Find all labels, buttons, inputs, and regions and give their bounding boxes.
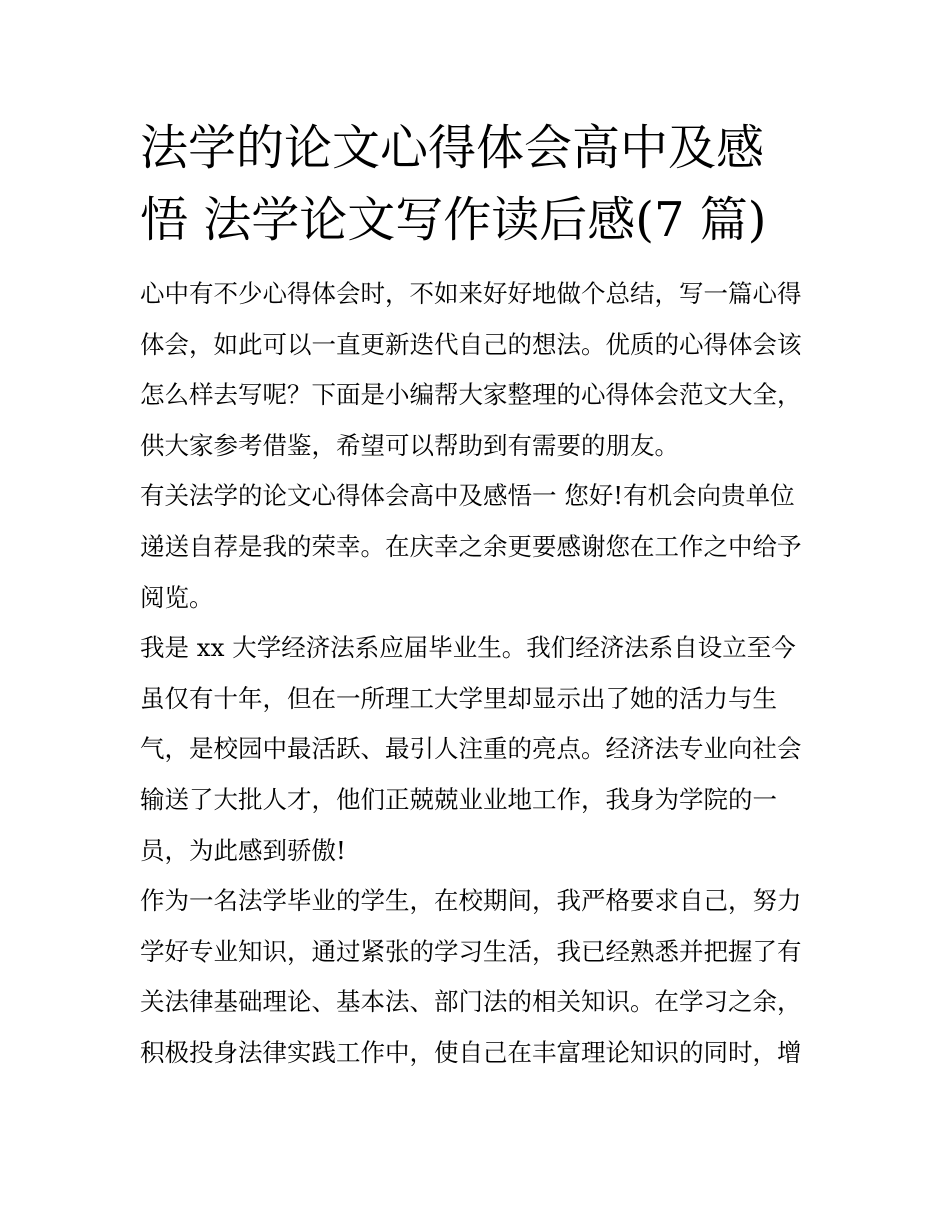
document-title: [140, 112, 815, 256]
text-line: 供大家参考借鉴，希望可以帮助到有需要的朋友。: [140, 430, 679, 460]
text-line: 作为一名法学毕业的学生，在校期间，我严格要求自己，努力: [140, 886, 802, 916]
text-line: 怎么样去写呢？下面是小编帮大家整理的心得体会范文大全，: [140, 380, 802, 410]
text-line: 体会，如此可以一直更新迭代自己的想法。优质的心得体会该: [140, 329, 802, 359]
text-line: 心中有不少心得体会时，不如来好好地做个总结，写一篇心得: [140, 279, 802, 308]
text-line: 输送了大批人才，他们正兢兢业业地工作，我身为学院的一: [140, 784, 777, 814]
title-line: 悟 法学论文写作读后感(7 篇): [140, 192, 767, 248]
text-line: 虽仅有十年，但在一所理工大学里却显示出了她的活力与生: [140, 683, 777, 713]
document-body: [140, 269, 815, 1079]
text-line: 积极投身法律实践工作中，使自己在丰富理论知识的同时，增: [140, 1037, 802, 1067]
text-line: 阅览。: [140, 582, 214, 612]
text-line: 递送自荐是我的荣幸。在庆幸之余更要感谢您在工作之中给予: [140, 531, 802, 561]
paragraph-self-intro: [140, 623, 815, 876]
text-line: 关法律基础理论、基本法、部门法的相关知识。在学习之余，: [140, 987, 802, 1017]
paragraph-intro: [140, 269, 815, 471]
text-line: 气，是校园中最活跃、最引人注重的亮点。经济法专业向社会: [140, 734, 802, 764]
paragraph-greeting: [140, 471, 815, 623]
text-line: 员，为此感到骄傲!: [140, 835, 346, 865]
title-line: 法学的论文心得体会高中及感: [140, 120, 765, 176]
paragraph-study: [140, 876, 815, 1078]
text-line: 我是 xx 大学经济法系应届毕业生。我们经济法系自设立至今: [140, 633, 796, 663]
text-line: 学好专业知识，通过紧张的学习生活，我已经熟悉并把握了有: [140, 936, 802, 966]
text-line: 有关法学的论文心得体会高中及感悟一 您好!有机会向贵单位: [140, 481, 795, 511]
document-content: [140, 112, 815, 1079]
